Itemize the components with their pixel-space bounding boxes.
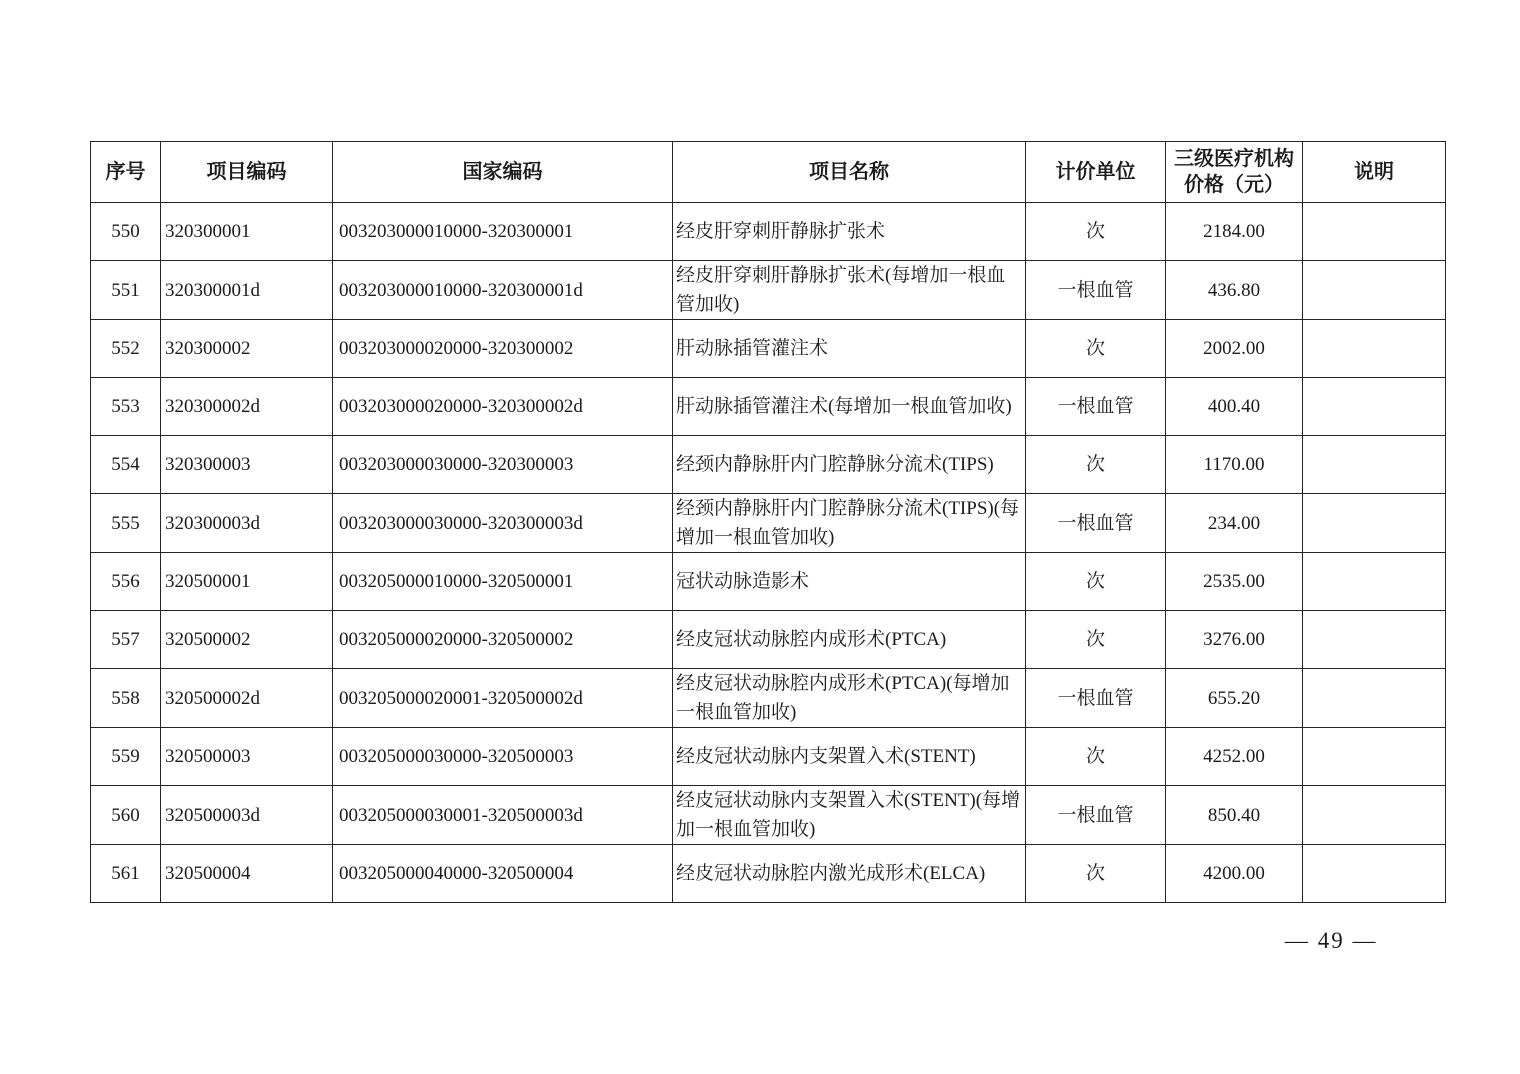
column-header-project-code: 项目编码 (161, 142, 333, 203)
cell-index: 554 (91, 436, 161, 494)
column-header-index: 序号 (91, 142, 161, 203)
cell-national-code: 003203000010000-320300001 (333, 203, 673, 261)
cell-price: 2535.00 (1166, 553, 1303, 611)
cell-price: 655.20 (1166, 669, 1303, 728)
table-row (91, 786, 1446, 845)
cell-index: 550 (91, 203, 161, 261)
cell-index: 558 (91, 669, 161, 728)
cell-project-code: 320300002d (161, 378, 333, 436)
cell-price: 2184.00 (1166, 203, 1303, 261)
cell-price: 400.40 (1166, 378, 1303, 436)
cell-national-code: 003203000030000-320300003d (333, 494, 673, 553)
cell-project-name: 经皮冠状动脉内支架置入术(STENT) (673, 728, 1026, 786)
cell-project-code: 320500003 (161, 728, 333, 786)
column-header-price: 三级医疗机构价格（元） (1166, 142, 1303, 203)
page-number: — 49 — (1285, 928, 1378, 953)
table-row (91, 320, 1446, 378)
column-header-unit: 计价单位 (1026, 142, 1166, 203)
cell-project-name: 冠状动脉造影术 (673, 553, 1026, 611)
cell-unit: 次 (1026, 553, 1166, 611)
cell-unit: 次 (1026, 611, 1166, 669)
cell-project-name: 经皮冠状动脉腔内成形术(PTCA)(每增加一根血管加收) (673, 669, 1026, 728)
cell-note (1303, 203, 1446, 261)
cell-unit: 次 (1026, 436, 1166, 494)
cell-national-code: 003205000020001-320500002d (333, 669, 673, 728)
table-row (91, 845, 1446, 903)
cell-national-code: 003205000040000-320500004 (333, 845, 673, 903)
cell-national-code: 003203000020000-320300002 (333, 320, 673, 378)
cell-project-code: 320300001d (161, 261, 333, 320)
medical-price-table (90, 141, 1446, 903)
cell-project-code: 320300001 (161, 203, 333, 261)
cell-note (1303, 553, 1446, 611)
cell-note (1303, 494, 1446, 553)
table-row (91, 261, 1446, 320)
cell-project-name: 经皮冠状动脉腔内成形术(PTCA) (673, 611, 1026, 669)
cell-note (1303, 845, 1446, 903)
cell-index: 560 (91, 786, 161, 845)
cell-index: 551 (91, 261, 161, 320)
cell-project-code: 320300002 (161, 320, 333, 378)
column-header-note: 说明 (1303, 142, 1446, 203)
table-row (91, 436, 1446, 494)
cell-project-name: 经皮冠状动脉内支架置入术(STENT)(每增加一根血管加收) (673, 786, 1026, 845)
table-body (91, 203, 1446, 903)
cell-note (1303, 320, 1446, 378)
cell-project-name: 经皮肝穿刺肝静脉扩张术 (673, 203, 1026, 261)
cell-price: 850.40 (1166, 786, 1303, 845)
cell-project-code: 320500004 (161, 845, 333, 903)
cell-price: 234.00 (1166, 494, 1303, 553)
table-header-row (91, 142, 1446, 203)
cell-national-code: 003203000010000-320300001d (333, 261, 673, 320)
table-row (91, 611, 1446, 669)
cell-project-code: 320500003d (161, 786, 333, 845)
cell-unit: 次 (1026, 728, 1166, 786)
cell-unit: 次 (1026, 320, 1166, 378)
cell-national-code: 003205000030000-320500003 (333, 728, 673, 786)
cell-project-code: 320500002 (161, 611, 333, 669)
cell-index: 559 (91, 728, 161, 786)
table-row (91, 553, 1446, 611)
cell-index: 557 (91, 611, 161, 669)
cell-unit: 一根血管 (1026, 786, 1166, 845)
cell-project-name: 肝动脉插管灌注术 (673, 320, 1026, 378)
cell-project-code: 320300003 (161, 436, 333, 494)
table-row (91, 378, 1446, 436)
cell-unit: 一根血管 (1026, 378, 1166, 436)
table-row (91, 494, 1446, 553)
table-row (91, 669, 1446, 728)
cell-national-code: 003205000010000-320500001 (333, 553, 673, 611)
cell-index: 555 (91, 494, 161, 553)
cell-price: 3276.00 (1166, 611, 1303, 669)
cell-unit: 一根血管 (1026, 669, 1166, 728)
cell-index: 561 (91, 845, 161, 903)
cell-note (1303, 261, 1446, 320)
cell-unit: 次 (1026, 203, 1166, 261)
cell-note (1303, 786, 1446, 845)
cell-price: 4200.00 (1166, 845, 1303, 903)
cell-price: 4252.00 (1166, 728, 1303, 786)
column-header-national-code: 国家编码 (333, 142, 673, 203)
cell-unit: 一根血管 (1026, 494, 1166, 553)
cell-unit: 一根血管 (1026, 261, 1166, 320)
cell-national-code: 003203000020000-320300002d (333, 378, 673, 436)
cell-index: 553 (91, 378, 161, 436)
cell-price: 2002.00 (1166, 320, 1303, 378)
cell-project-name: 经颈内静脉肝内门腔静脉分流术(TIPS)(每增加一根血管加收) (673, 494, 1026, 553)
cell-project-code: 320500001 (161, 553, 333, 611)
cell-note (1303, 611, 1446, 669)
cell-national-code: 003205000030001-320500003d (333, 786, 673, 845)
cell-project-name: 经皮冠状动脉腔内激光成形术(ELCA) (673, 845, 1026, 903)
cell-note (1303, 436, 1446, 494)
table-row (91, 203, 1446, 261)
cell-project-name: 肝动脉插管灌注术(每增加一根血管加收) (673, 378, 1026, 436)
cell-index: 556 (91, 553, 161, 611)
cell-national-code: 003205000020000-320500002 (333, 611, 673, 669)
cell-national-code: 003203000030000-320300003 (333, 436, 673, 494)
table-row (91, 728, 1446, 786)
column-header-project-name: 项目名称 (673, 142, 1026, 203)
table-header (91, 142, 1446, 203)
cell-note (1303, 669, 1446, 728)
cell-note (1303, 378, 1446, 436)
cell-project-name: 经皮肝穿刺肝静脉扩张术(每增加一根血管加收) (673, 261, 1026, 320)
cell-price: 1170.00 (1166, 436, 1303, 494)
cell-project-code: 320300003d (161, 494, 333, 553)
cell-note (1303, 728, 1446, 786)
cell-project-code: 320500002d (161, 669, 333, 728)
cell-index: 552 (91, 320, 161, 378)
cell-project-name: 经颈内静脉肝内门腔静脉分流术(TIPS) (673, 436, 1026, 494)
cell-unit: 次 (1026, 845, 1166, 903)
cell-price: 436.80 (1166, 261, 1303, 320)
